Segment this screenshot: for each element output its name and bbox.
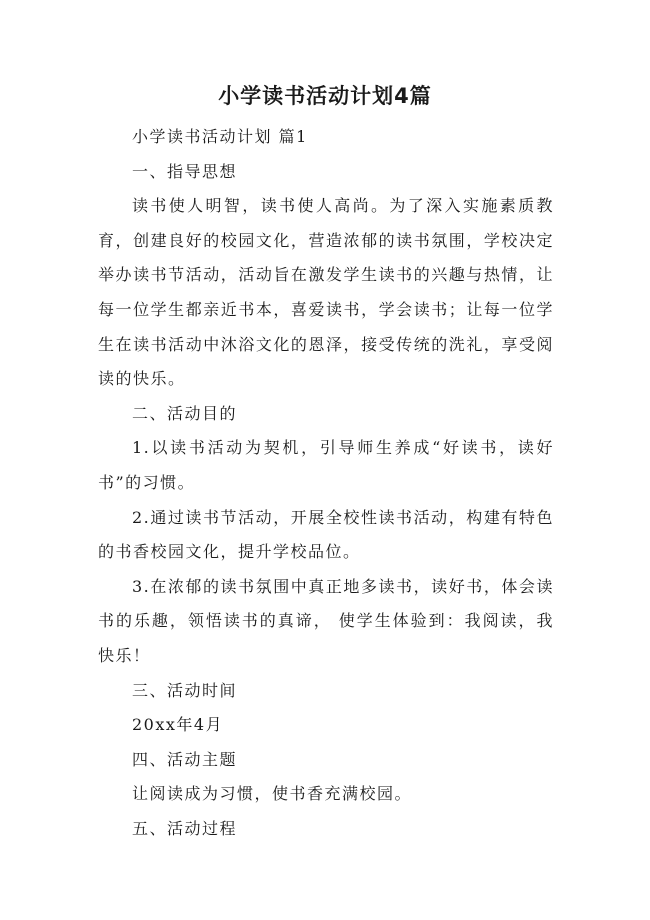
heading-activity-time: 三、活动时间 xyxy=(132,680,238,700)
purpose-item-1: 1.以读书活动为契机，引导师生养成“好读书，读好书”的习惯。 xyxy=(98,438,554,492)
activity-theme-value: 让阅读成为习惯，使书香充满校园。 xyxy=(132,784,413,804)
heading-activity-theme: 四、活动主题 xyxy=(132,749,238,769)
heading-guiding-ideology: 一、指导思想 xyxy=(132,161,238,181)
paragraph-guiding-ideology: 读书使人明智，读书使人高尚。为了深入实施素质教育，创建良好的校园文化，营造浓郁的读书氛围，学校决定举办读书节活动，活动旨在激发学生读书的兴趣与热情，让每一位学生都亲近书本，喜爱读书，学会读书；让每一位学生在读书活动中沐浴文化的恩泽，接受传统的洗礼，享受阅读的快乐。 xyxy=(98,196,554,389)
purpose-item-3: 3.在浓郁的读书氛围中真正地多读书，读好书，体会读书的乐趣，领悟读书的真谛， 使学生体验到：我阅读，我快乐！ xyxy=(98,576,554,665)
activity-time-value: 20xx年4月 xyxy=(132,715,224,735)
heading-activity-process: 五、活动过程 xyxy=(132,818,238,838)
heading-activity-purpose: 二、活动目的 xyxy=(132,403,238,423)
purpose-item-2: 2.通过读书节活动，开展全校性读书活动，构建有特色的书香校园文化，提升学校品位。 xyxy=(98,507,554,562)
section-subtitle: 小学读书活动计划 篇1 xyxy=(132,127,308,146)
document-body xyxy=(98,120,554,846)
document-title: 小学读书活动计划4篇 xyxy=(218,84,432,108)
